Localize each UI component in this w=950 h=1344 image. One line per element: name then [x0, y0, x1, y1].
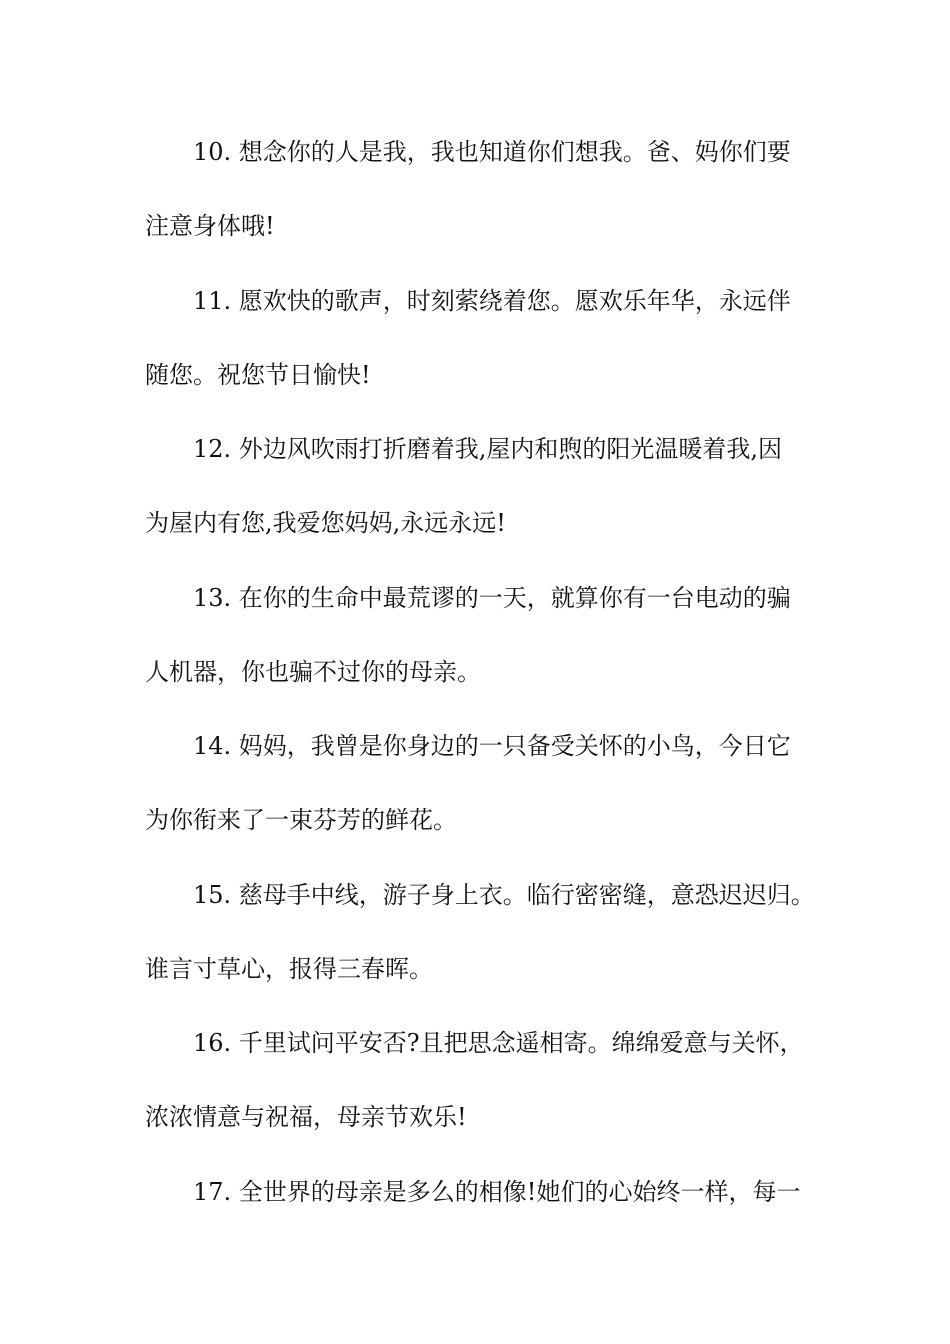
- item-13-line-2: 人机器，你也骗不过你的母亲。: [145, 658, 481, 686]
- item-11-line-1: 11. 愿欢快的歌声，时刻萦绕着您。愿欢乐年华，永远伴: [193, 287, 791, 315]
- item-15-line-2: 谁言寸草心，报得三春晖。: [145, 955, 433, 983]
- item-15-line-1: 15. 慈母手中线，游子身上衣。临行密密缝，意恐迟迟归。: [193, 881, 815, 909]
- item-10-line-1: 10. 想念你的人是我，我也知道你们想我。爸、妈你们要: [193, 138, 791, 166]
- item-12-line-2: 为屋内有您,我爱您妈妈,永远永远!: [145, 509, 506, 537]
- item-11-line-2: 随您。祝您节日愉快!: [145, 361, 371, 389]
- item-14-line-2: 为你衔来了一束芬芳的鲜花。: [145, 806, 457, 834]
- item-16-line-2: 浓浓情意与祝福，母亲节欢乐!: [145, 1103, 467, 1131]
- item-16-line-1: 16. 千里试问平安否?且把思念遥相寄。绵绵爱意与关怀，: [193, 1029, 804, 1057]
- item-13-line-1: 13. 在你的生命中最荒谬的一天，就算你有一台电动的骗: [193, 584, 791, 612]
- item-10-line-2: 注意身体哦!: [145, 212, 275, 240]
- item-14-line-1: 14. 妈妈，我曾是你身边的一只备受关怀的小鸟，今日它: [193, 732, 791, 760]
- item-17-line-1: 17. 全世界的母亲是多么的相像!她们的心始终一样，每一: [193, 1178, 801, 1206]
- item-12-line-1: 12. 外边风吹雨打折磨着我,屋内和煦的阳光温暖着我,因: [193, 435, 783, 463]
